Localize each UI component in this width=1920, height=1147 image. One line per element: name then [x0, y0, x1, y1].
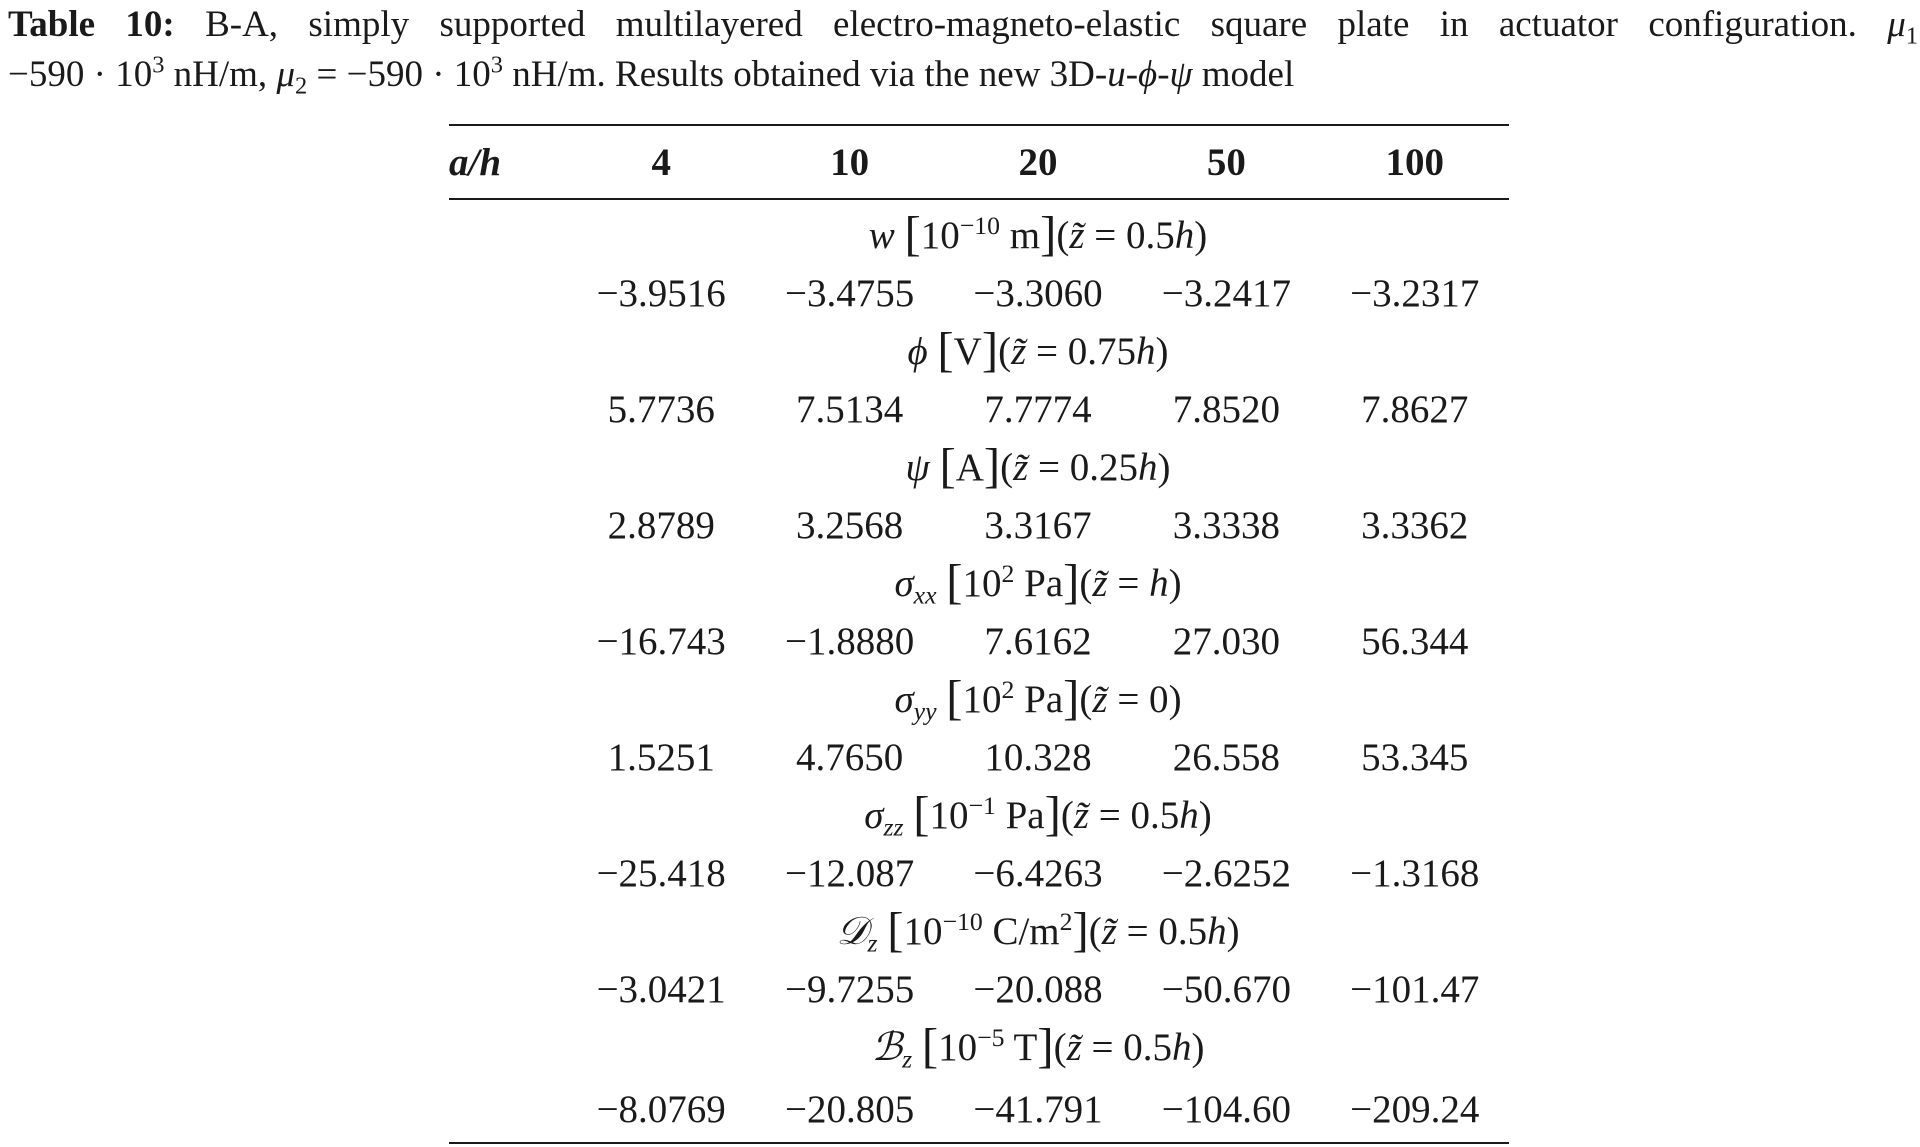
caption-line-1	[8, 0, 1918, 50]
blank-cell	[449, 380, 567, 438]
blank-cell	[449, 264, 567, 322]
value-cell: −3.4755	[784, 271, 915, 315]
value-cell: −6.4263	[973, 851, 1103, 895]
value-cell: −3.0421	[596, 967, 726, 1011]
blank-cell	[449, 1018, 567, 1076]
quantity-label: ℬ$_z$ [$10^{-5}$ T](z̃ = 0.5h)	[871, 1018, 1205, 1074]
value-cell: −3.3060	[973, 271, 1103, 315]
quantity-row	[449, 554, 1509, 612]
values-row	[449, 728, 1509, 786]
table-caption	[8, 0, 1918, 100]
quantity-label: 𝒟$_z$ [$10^{-10}$ $C/m^2](z̃ = 0.5h)$	[836, 902, 1240, 958]
header-col: 20	[1018, 140, 1058, 184]
results-table	[449, 124, 1509, 1144]
blank-cell	[449, 199, 567, 264]
caption-line-2: $-590 \cdot 10^3$ nH/m, $\mu_2 = -590 \cdot 10^3$ nH/m. Results obtained via the new 3D-u-ϕ-ψ model	[8, 51, 1295, 100]
value-cell: −101.47	[1350, 967, 1480, 1011]
header-col: 10	[830, 140, 870, 184]
values-row	[449, 496, 1509, 554]
value-cell: −3.9516	[596, 271, 726, 315]
value-cell: 3.3362	[1361, 503, 1469, 547]
value-cell: −12.087	[784, 851, 915, 895]
quantity-row	[449, 438, 1509, 496]
value-cell: 3.3167	[984, 503, 1092, 547]
table-header-row	[449, 125, 1509, 199]
value-cell: −25.418	[596, 851, 726, 895]
caption-text: B-A, simply supported multilayered electro-magneto-elastic square plate in actuator configuration.	[205, 4, 1857, 45]
value-cell: 53.345	[1361, 735, 1469, 779]
quantity-row	[449, 670, 1509, 728]
quantity-label: ϕ [V](z̃ = 0.75h)	[907, 322, 1169, 377]
blank-cell	[449, 728, 567, 786]
blank-cell	[449, 496, 567, 554]
value-cell: 7.8520	[1172, 387, 1280, 431]
value-cell: 5.7736	[607, 387, 715, 431]
value-cell: −8.0769	[596, 1087, 726, 1131]
quantity-label: ψ [A](z̃ = 0.25h)	[905, 438, 1171, 493]
value-cell: −104.60	[1161, 1087, 1291, 1131]
value-cell: −1.3168	[1350, 851, 1480, 895]
values-row	[449, 844, 1509, 902]
value-cell: 7.7774	[984, 387, 1092, 431]
header-col: 4	[651, 140, 671, 184]
value-cell: 1.5251	[607, 735, 715, 779]
blank-cell	[449, 844, 567, 902]
value-cell: 10.328	[984, 735, 1092, 779]
value-cell: −1.8880	[784, 619, 915, 663]
quantity-row	[449, 199, 1509, 264]
value-cell: −16.743	[596, 619, 726, 663]
values-row	[449, 960, 1509, 1018]
blank-cell	[449, 612, 567, 670]
value-cell: 4.7650	[795, 735, 904, 779]
value-cell: 56.344	[1361, 619, 1469, 663]
value-cell: 7.8627	[1361, 387, 1469, 431]
value-cell: 27.030	[1172, 619, 1280, 663]
value-cell: 26.558	[1172, 735, 1280, 779]
header-col: 50	[1206, 140, 1246, 184]
quantity-row	[449, 786, 1509, 844]
values-row	[449, 1076, 1509, 1143]
value-cell: −2.6252	[1161, 851, 1291, 895]
quantity-row	[449, 322, 1509, 380]
values-row	[449, 264, 1509, 322]
blank-cell	[449, 322, 567, 380]
caption-label: Table 10:	[8, 4, 175, 45]
value-cell: 3.3338	[1172, 503, 1280, 547]
values-row	[449, 380, 1509, 438]
quantity-label: $\sigma_{xx}$ [$10^2$ Pa](z̃ = h)	[894, 554, 1182, 610]
blank-cell	[449, 786, 567, 844]
quantity-label: w [$10^{-10}$ m](z̃ = 0.5h)	[868, 206, 1208, 261]
header-a-over-h: a/h	[449, 140, 502, 184]
blank-cell	[449, 902, 567, 960]
quantity-label: $\sigma_{yy}$ [$10^2$ Pa](z̃ = 0)	[894, 670, 1182, 726]
value-cell: 2.8789	[607, 503, 715, 547]
value-cell: 7.6162	[984, 619, 1092, 663]
blank-cell	[449, 670, 567, 728]
value-cell: −209.24	[1350, 1087, 1480, 1131]
value-cell: 3.2568	[795, 503, 904, 547]
value-cell: −20.088	[973, 967, 1103, 1011]
value-cell: −41.791	[973, 1087, 1103, 1131]
quantity-label: $\sigma_{zz}$ [$10^{-1}$ Pa](z̃ = 0.5h)	[864, 786, 1212, 842]
quantity-row	[449, 902, 1509, 960]
header-col: 100	[1385, 140, 1445, 184]
value-cell: 7.5134	[795, 387, 904, 431]
value-cell: −3.2317	[1350, 271, 1480, 315]
blank-cell	[449, 438, 567, 496]
value-cell: −20.805	[784, 1087, 915, 1131]
value-cell: −3.2417	[1161, 271, 1291, 315]
caption-mu1: $\mu_1$	[1887, 4, 1918, 50]
values-row	[449, 612, 1509, 670]
blank-cell	[449, 960, 567, 1018]
value-cell: −9.7255	[784, 967, 915, 1011]
table-body	[449, 199, 1509, 1143]
blank-cell	[449, 1076, 567, 1143]
blank-cell	[449, 554, 567, 612]
value-cell: −50.670	[1161, 967, 1291, 1011]
quantity-row	[449, 1018, 1509, 1076]
